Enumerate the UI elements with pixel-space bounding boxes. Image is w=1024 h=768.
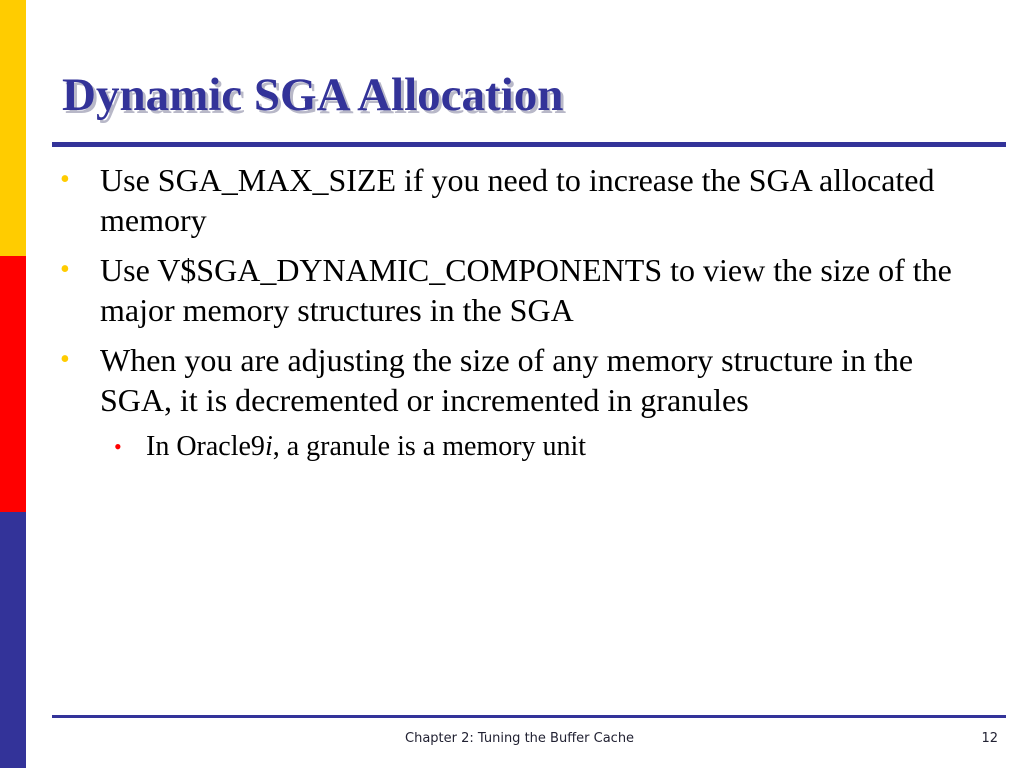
sub-bullet-item (100, 430, 958, 464)
slide-content (58, 160, 958, 464)
bullet-dot-icon: • (60, 344, 70, 375)
bullet-dot-icon: • (60, 164, 70, 195)
bullet-item (58, 250, 958, 330)
bullet-item (58, 340, 958, 420)
sub-bullet-prefix: In Oracle9 (146, 431, 265, 462)
page-number: 12 (981, 731, 998, 746)
sub-bullet-dot-icon: • (114, 434, 122, 459)
footer-divider (52, 715, 1006, 718)
bullet-text: Use V$SGA_DYNAMIC_COMPONENTS to view the size of the major memory structures in the SGA (100, 252, 952, 328)
bullet-dot-icon: • (60, 254, 70, 285)
sub-bullet-suffix: , a granule is a memory unit (272, 431, 587, 462)
left-stripe-blue (0, 512, 26, 768)
sub-bullet-italic: i (264, 431, 273, 462)
left-stripe-red (0, 256, 26, 512)
sub-bullet-text (146, 431, 586, 462)
bullet-text: Use SGA_MAX_SIZE if you need to increase the SGA allocated memory (100, 162, 935, 238)
bullet-text: When you are adjusting the size of any memory structure in the SGA, it is decremented or incremented in granules (100, 342, 914, 418)
title-divider (52, 142, 1006, 147)
left-stripe-yellow (0, 0, 26, 256)
bullet-item (58, 160, 958, 240)
footer-chapter-title: Chapter 2: Tuning the Buffer Cache (405, 731, 635, 746)
slide-title: Dynamic SGA Allocation (62, 69, 564, 121)
